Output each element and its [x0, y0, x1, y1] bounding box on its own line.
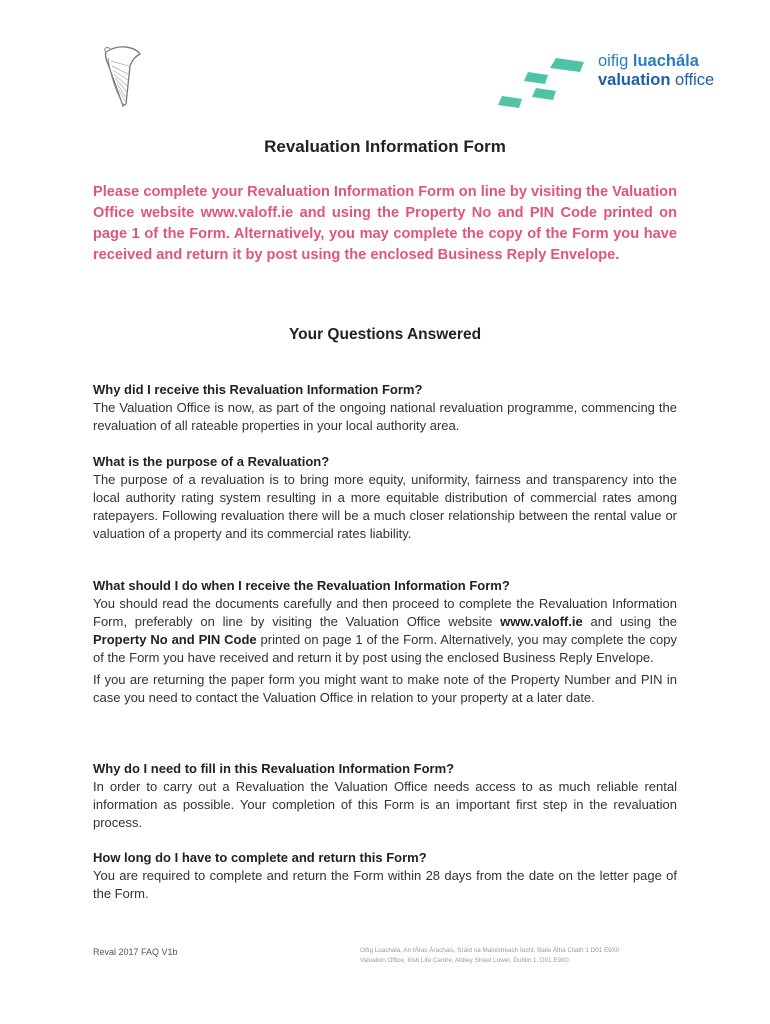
- answer: In order to carry out a Revaluation the Valuation Office needs access to as much reliable rental information as possible. Your completion of this Form is an important first step in the revaluation process.: [93, 779, 677, 830]
- answer: You should read the documents carefully and then proceed to complete the Revaluation Information Form, preferably on line by visiting the Valuation Office website www.valoff.ie and using the Property No and PIN Code printed on page 1 of the Form. Alternatively, you may complete the copy of the Form you have received and return it by post using the enclosed Business Reply Envelope.: [93, 596, 677, 665]
- question: Why did I receive this Revaluation Information Form?: [93, 382, 423, 397]
- qa-item-4: [93, 760, 677, 832]
- answer: The purpose of a revaluation is to bring more equity, uniformity, fairness and transparency into the local authority rating system resulting in a more equitable distribution of commercial rates among ratepayers. Following revaluation there will be a much closer relationship between the rental value or valuation of a property and its commercial rates liability.: [93, 472, 677, 541]
- logo-line-irish: oifig luachála: [598, 52, 699, 70]
- footer-address-irish: Oifig Luachála, An tÁras Árachais, Sráid na Mainistreach Íocht, Baile Átha Cliath 1 D01 E9X0: [360, 947, 620, 954]
- question: Why do I need to fill in this Revaluation Information Form?: [93, 761, 455, 776]
- website-link[interactable]: www.valoff.ie: [500, 614, 583, 629]
- harp-crest-icon: [96, 44, 146, 112]
- question: How long do I have to complete and return this Form?: [93, 850, 427, 865]
- footer-address: [360, 946, 619, 966]
- logo-line-english: valuation office: [598, 71, 715, 89]
- qa-item-5: [93, 849, 677, 903]
- answer: The Valuation Office is now, as part of the ongoing national revaluation programme, commencing the revaluation of all rateable properties in your local authority area.: [93, 400, 677, 433]
- answer: You are required to complete and return the Form within 28 days from the date on the letter page of the Form.: [93, 868, 677, 901]
- section-title: Your Questions Answered: [288, 326, 482, 343]
- answer-extra: If you are returning the paper form you might want to make note of the Property Number and PIN in case you need to contact the Valuation Office in relation to your property at a later date.: [93, 672, 677, 705]
- qa-item-2: [93, 453, 677, 543]
- logo-wordmark: [598, 52, 714, 90]
- question: What is the purpose of a Revaluation?: [93, 454, 330, 469]
- footer-address-english: Valuation Office, Irish Life Centre, Abbey Street Lower, Dublin 1. D01 E9X0: [360, 957, 569, 964]
- page-title: Revaluation Information Form: [264, 137, 506, 156]
- footer-version: Reval 2017 FAQ V1b: [93, 947, 178, 957]
- question: What should I do when I receive the Revaluation Information Form?: [93, 578, 510, 593]
- qa-item-3: [93, 577, 677, 707]
- qa-item-1: [93, 381, 677, 435]
- intro-paragraph: Please complete your Revaluation Information Form on line by visiting the Valuation Office website www.valoff.ie and using the Property No and PIN Code printed on page 1 of the Form. Alternatively, you may complete the copy of the Form you have received and return it by post using the enclosed Business Reply Envelope.: [93, 184, 677, 263]
